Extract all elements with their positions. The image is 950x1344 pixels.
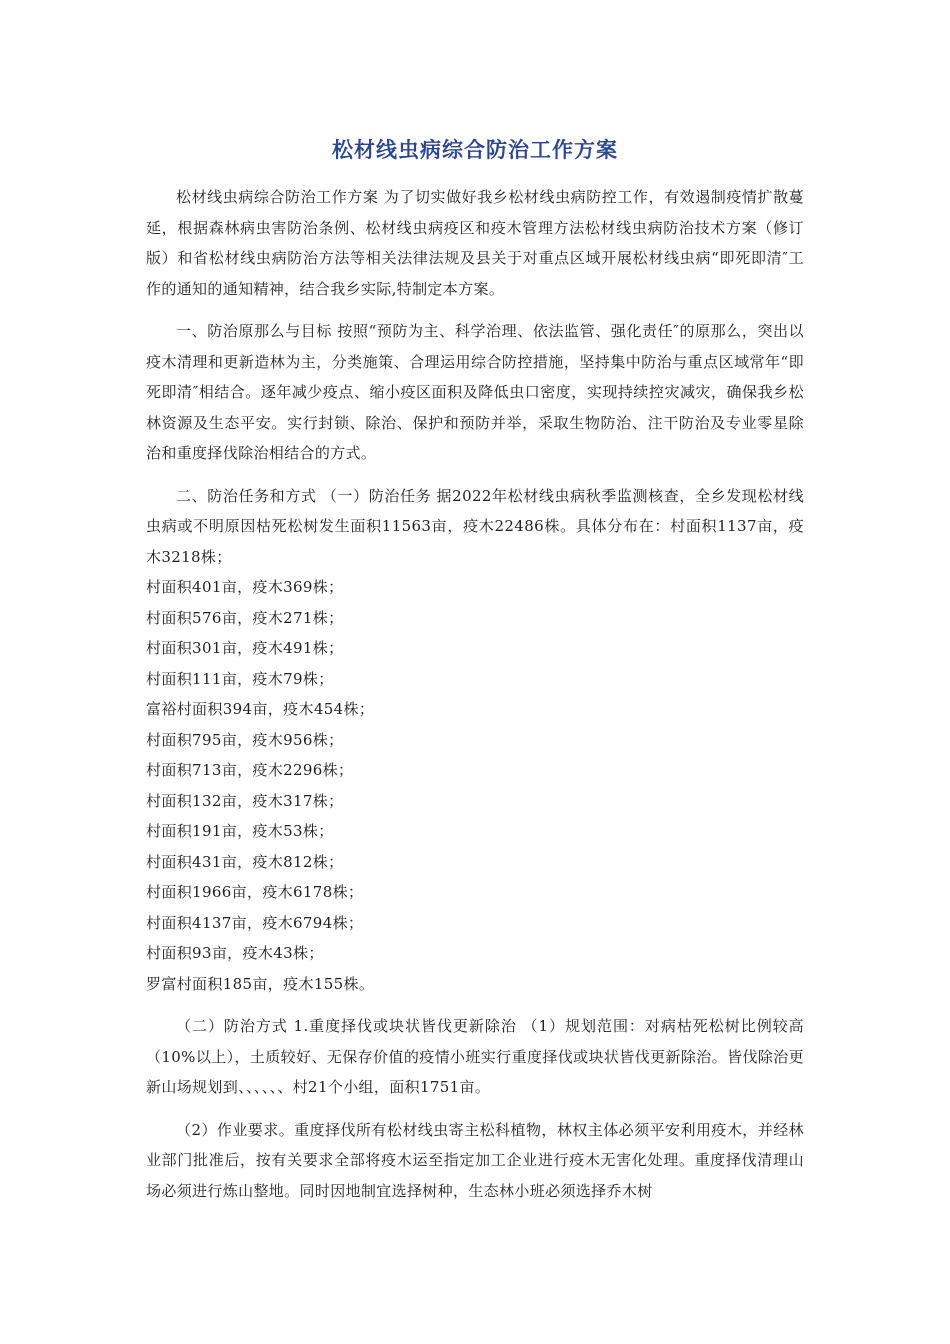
list-item: 村面积431亩，疫木812株； xyxy=(146,852,344,871)
list-item: 村面积713亩，疫木2296株； xyxy=(146,761,354,779)
list-item: 村面积401亩，疫木369株； xyxy=(146,578,344,596)
list-item: 村面积111亩，疫木79株； xyxy=(146,669,334,688)
list-item: 村面积576亩，疫木271株； xyxy=(146,608,344,627)
document-title: 松材线虫病综合防治工作方案 xyxy=(332,138,618,162)
list-item: 村面积4137亩，疫木6794株； xyxy=(146,913,364,932)
list-item: 村面积191亩，疫木53株； xyxy=(146,822,334,840)
list-item: 富裕村面积394亩，疫木454株； xyxy=(146,700,375,718)
list-item: 村面积795亩，疫木956株； xyxy=(146,730,344,749)
document-page xyxy=(146,132,804,1218)
distribution-list xyxy=(146,572,804,999)
list-item: 村面积301亩，疫木491株； xyxy=(146,639,344,657)
list-item: 村面积132亩，疫木317株； xyxy=(146,791,344,810)
intro-paragraph: 松材线虫病综合防治工作方案 为了切实做好我乡松材线虫病防控工作，有效遏制疫情扩散蔓延，根据森林病虫害防治条例、松材线虫病疫区和疫木管理方法松材线虫病防治技术方案（修订版）和省松材线虫病防治方法等相关法律法规及县关于对重点区域开展松材线虫病“即死即清″工作的通知的通知精神，结合我乡实际,特制定本方案。 xyxy=(146,188,804,298)
tasks-paragraph: 二、防治任务和方式 （一）防治任务 据2022年松材线虫病秋季监测核查，全乡发现松材线虫病或不明原因枯死松树发生面积11563亩，疫木22486株。具体分布在：村面积1137亩，疫木3218株； xyxy=(146,486,804,566)
principles-paragraph: 一、防治原那么与目标 按照“预防为主、科学治理、依法监管、强化责任″的原那么，突出以疫木清理和更新造林为主，分类施策、合理运用综合防控措施，坚持集中防治与重点区域常年“即死即清″相结合。逐年减少疫点、缩小疫区面积及降低虫口密度，实现持续控灾减灾，确保我乡松林资源及生态平安。实行封锁、除治、保护和预防并举，采取生物防治、注干防治及专业零星除治和重度择伐除治相结合的方式。 xyxy=(146,322,804,462)
methods-paragraph: （二）防治方式 1.重度择伐或块状皆伐更新除治 （1）规划范围：对病枯死松树比例较高（10%以上），土质较好、无保存价值的疫情小班实行重度择伐或块状皆伐更新除治。皆伐除治更新山场规划到、、、、、、村21个小组，面积1751亩。 xyxy=(146,1017,804,1096)
list-item: 村面积93亩，疫木43株； xyxy=(146,944,324,962)
requirements-paragraph: （2）作业要求。重度择伐所有松材线虫寄主松科植物，林权主体必须平安利用疫木，并经林业部门批准后，按有关要求全部将疫木运至指定加工企业进行疫木无害化处理。重度择伐清理山场必须进行炼山整地。同时因地制宜选择树种，生态林小班必须选择乔木树 xyxy=(146,1120,804,1200)
list-item: 罗富村面积185亩，疫木155株。 xyxy=(146,974,375,993)
list-item: 村面积1966亩，疫木6178株； xyxy=(146,883,364,901)
